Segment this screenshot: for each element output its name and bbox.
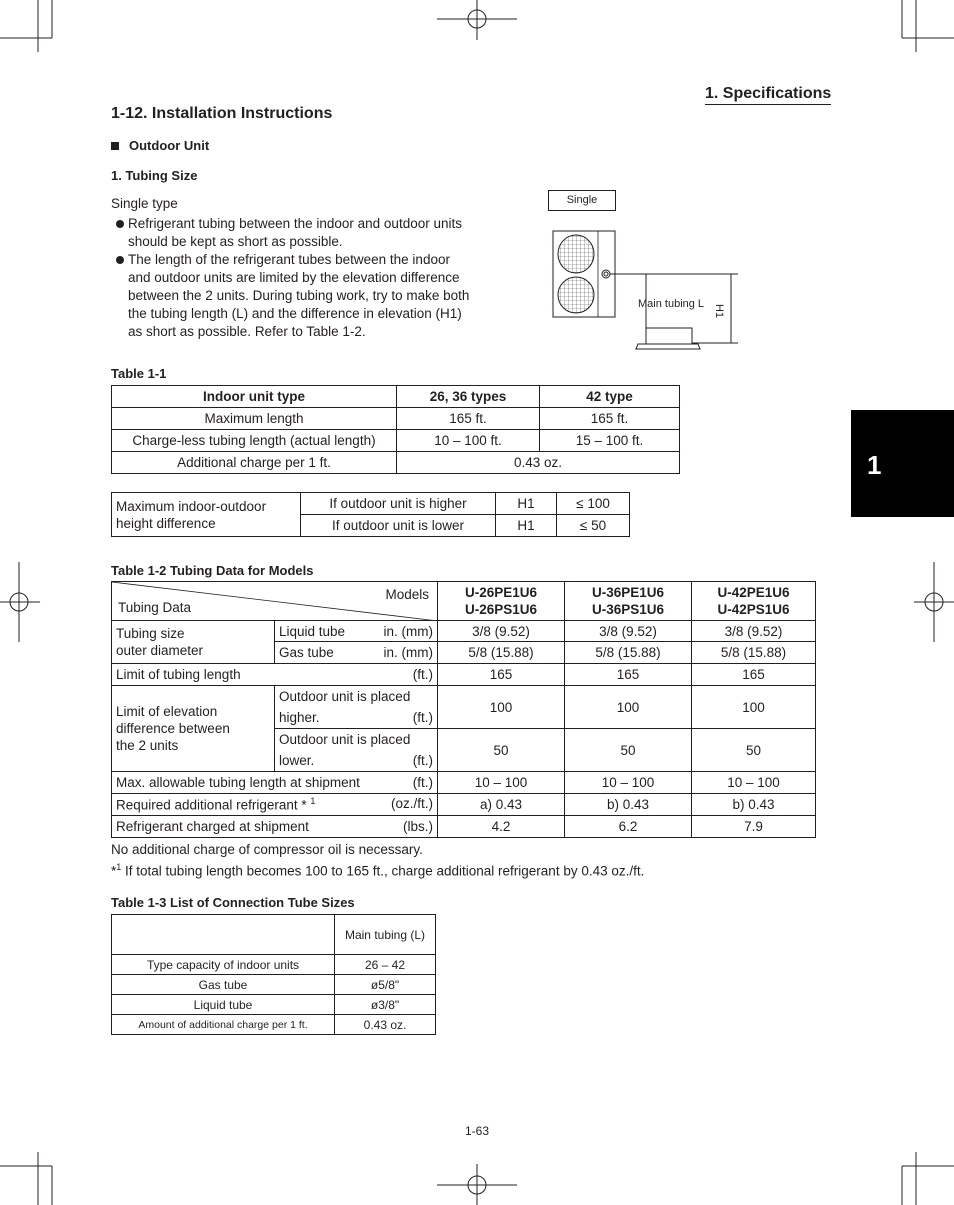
table-cell: 3/8 (9.52) xyxy=(438,621,565,642)
bullet-2-line-3: between the 2 units. During tubing work, try to make both xyxy=(128,288,470,303)
table-cell: 100 xyxy=(565,686,692,729)
note-footnote-1 xyxy=(111,858,644,881)
row-unit: in. (mm) xyxy=(383,645,433,660)
table-cell: 10 – 100 xyxy=(438,772,565,794)
table-cell: 100 xyxy=(692,686,816,729)
row-unit: (ft.) xyxy=(412,667,433,682)
height-difference-table xyxy=(111,492,630,537)
model-header xyxy=(565,582,692,621)
refrigerant-charged-label xyxy=(112,816,438,838)
table-cell: Amount of additional charge per 1 ft. xyxy=(112,1015,335,1035)
table-cell: 0.43 oz. xyxy=(335,1015,436,1035)
bullet-1-line-2: should be kept as short as possible. xyxy=(128,234,343,249)
table-cell: H1 xyxy=(496,515,557,537)
bullet-2-line-5: as short as possible. Refer to Table 1-2. xyxy=(128,324,366,339)
label-line: difference between xyxy=(116,721,230,736)
table-cell: ≤ 100 xyxy=(557,493,630,515)
section-title: 1-12. Installation Instructions xyxy=(111,105,333,122)
table-cell: 100 xyxy=(438,686,565,729)
table-cell: b) 0.43 xyxy=(692,794,816,816)
table-cell: 6.2 xyxy=(565,816,692,838)
row-name: Limit of tubing length xyxy=(116,667,241,682)
table-row xyxy=(112,408,680,430)
bullet-1-line-1: Refrigerant tubing between the indoor and outdoor units xyxy=(128,216,462,231)
intro-label: Single type xyxy=(111,196,178,211)
label-line: the 2 units xyxy=(116,738,179,753)
table-cell: 50 xyxy=(438,729,565,772)
model-name: U-42PE1U6 xyxy=(717,585,790,600)
chapter-side-tab xyxy=(851,410,954,517)
table1-header: 42 type xyxy=(540,386,680,408)
table-cell: 50 xyxy=(692,729,816,772)
table-cell: ø5/8" xyxy=(335,975,436,995)
table-cell: Liquid tube xyxy=(112,995,335,1015)
model-header xyxy=(692,582,816,621)
row-name: Max. allowable tubing length at shipment xyxy=(116,775,360,790)
corner-cell xyxy=(112,582,438,621)
bullet-2-line-1: The length of the refrigerant tubes between the indoor xyxy=(128,252,450,267)
table-cell: If outdoor unit is lower xyxy=(301,515,496,537)
row-unit: (ft.) xyxy=(412,710,433,725)
row-unit: (ft.) xyxy=(412,753,433,768)
page-number: 1-63 xyxy=(465,1124,490,1138)
table-cell: 50 xyxy=(565,729,692,772)
height-diff-label xyxy=(112,493,301,537)
table-row xyxy=(112,452,680,474)
table-cell: Charge-less tubing length (actual length) xyxy=(112,430,397,452)
table-cell: 7.9 xyxy=(692,816,816,838)
corner-models-label: Models xyxy=(385,587,429,602)
table-1-2 xyxy=(111,581,816,838)
height-diff-label-line: Maximum indoor-outdoor xyxy=(116,498,267,514)
table-cell: 5/8 (15.88) xyxy=(692,642,816,664)
bullet-dot-icon xyxy=(116,220,124,228)
footnote-mark: 1 xyxy=(116,862,122,872)
table-cell: ≤ 50 xyxy=(557,515,630,537)
tubing-diagram xyxy=(548,228,748,354)
h1-label: H1 xyxy=(713,303,726,319)
table-cell: Maximum length xyxy=(112,408,397,430)
table-cell: 3/8 (9.52) xyxy=(565,621,692,642)
table-cell: Gas tube xyxy=(112,975,335,995)
table3-header: Main tubing (L) xyxy=(335,915,436,955)
table-cell: 165 xyxy=(565,664,692,686)
table-cell: 165 xyxy=(438,664,565,686)
table-cell: 165 xyxy=(692,664,816,686)
table1-caption: Table 1-1 xyxy=(111,366,167,381)
label-line: Outdoor unit is placed xyxy=(279,689,411,704)
table-cell: 165 ft. xyxy=(397,408,540,430)
table-cell: 15 – 100 ft. xyxy=(540,430,680,452)
chapter-header: 1. Specifications xyxy=(705,85,831,105)
table1-header: 26, 36 types xyxy=(397,386,540,408)
label-line: Outdoor unit is placed xyxy=(279,732,411,747)
model-name: U-36PS1U6 xyxy=(591,602,665,617)
bullet-2-line-2: and outdoor units are limited by the elevation difference xyxy=(128,270,460,285)
table-1-3 xyxy=(111,914,436,1035)
liquid-tube-label xyxy=(275,621,438,642)
elevation-label xyxy=(112,686,275,772)
table-1-1 xyxy=(111,385,680,474)
tubing-size-label xyxy=(112,621,275,664)
bullet-2 xyxy=(116,251,488,341)
footnote-star: * xyxy=(111,863,117,879)
model-name: U-42PS1U6 xyxy=(717,602,790,617)
label-line: lower. xyxy=(279,753,315,768)
row-name: Gas tube xyxy=(279,645,334,660)
table-cell: ø3/8" xyxy=(335,995,436,1015)
table-cell: 0.43 oz. xyxy=(397,452,680,474)
chapter-side-tab-number: 1 xyxy=(867,450,882,480)
limit-length-label xyxy=(112,664,438,686)
table-cell: a) 0.43 xyxy=(438,794,565,816)
label-line: Tubing size xyxy=(116,626,185,641)
outdoor-unit-icon xyxy=(553,231,615,317)
row-name: Required additional refrigerant * xyxy=(116,797,307,813)
table-cell: 26 – 42 xyxy=(335,955,436,975)
table2-caption: Table 1-2 Tubing Data for Models xyxy=(111,563,314,578)
table-cell: b) 0.43 xyxy=(565,794,692,816)
table-cell: 165 ft. xyxy=(540,408,680,430)
row-unit: in. (mm) xyxy=(383,623,433,639)
bullet-1 xyxy=(116,215,488,251)
required-refrigerant-label xyxy=(112,794,438,816)
row-unit: (oz./ft.) xyxy=(390,796,433,812)
subsection-label: Outdoor Unit xyxy=(129,138,210,153)
label-line: outer diameter xyxy=(116,643,204,658)
table-cell: 10 – 100 xyxy=(565,772,692,794)
table-cell: Additional charge per 1 ft. xyxy=(112,452,397,474)
row-name: Liquid tube xyxy=(279,623,346,639)
label-line: higher. xyxy=(279,710,320,725)
footnote-text: If total tubing length becomes 100 to 165 ft., charge additional refrigerant by 0.43 oz./ft. xyxy=(121,863,645,879)
table-cell: 4.2 xyxy=(438,816,565,838)
subsection-title xyxy=(111,138,209,153)
gas-tube-label xyxy=(275,642,438,664)
model-name: U-26PS1U6 xyxy=(464,602,538,617)
table-cell: 5/8 (15.88) xyxy=(565,642,692,664)
square-bullet-icon xyxy=(111,142,119,150)
table3-caption: Table 1-3 List of Connection Tube Sizes xyxy=(111,895,355,910)
empty-header-cell xyxy=(112,915,335,955)
row-unit: (lbs.) xyxy=(403,819,433,834)
table-cell: 5/8 (15.88) xyxy=(438,642,565,664)
note-compressor-oil: No additional charge of compressor oil is necessary. xyxy=(111,842,423,857)
model-name: U-26PE1U6 xyxy=(464,585,538,600)
main-tubing-label: Main tubing L xyxy=(638,298,705,310)
table-row xyxy=(112,430,680,452)
bullet-dot-icon xyxy=(116,256,124,264)
label-line: Limit of elevation xyxy=(116,704,218,719)
max-shipment-label xyxy=(112,772,438,794)
table-cell: If outdoor unit is higher xyxy=(301,493,496,515)
table-cell: 10 – 100 ft. xyxy=(397,430,540,452)
row-unit: (ft.) xyxy=(412,775,433,790)
corner-tubing-data-label: Tubing Data xyxy=(118,600,192,615)
table-cell: 3/8 (9.52) xyxy=(692,621,816,642)
bullet-2-line-4: the tubing length (L) and the difference in elevation (H1) xyxy=(128,306,462,321)
step-title: 1. Tubing Size xyxy=(111,168,198,183)
table-cell: 10 – 100 xyxy=(692,772,816,794)
table-cell: H1 xyxy=(496,493,557,515)
table1-header: Indoor unit type xyxy=(112,386,397,408)
model-name: U-36PE1U6 xyxy=(591,585,665,600)
height-diff-label-line: height difference xyxy=(116,515,216,531)
row-name: Refrigerant charged at shipment xyxy=(116,819,309,834)
footnote-mark: 1 xyxy=(310,796,316,807)
model-header xyxy=(438,582,565,621)
indoor-unit-icon xyxy=(636,328,700,349)
figure-single-label: Single xyxy=(548,190,616,211)
higher-label xyxy=(275,686,438,729)
lower-label xyxy=(275,729,438,772)
table-cell: Type capacity of indoor units xyxy=(112,955,335,975)
